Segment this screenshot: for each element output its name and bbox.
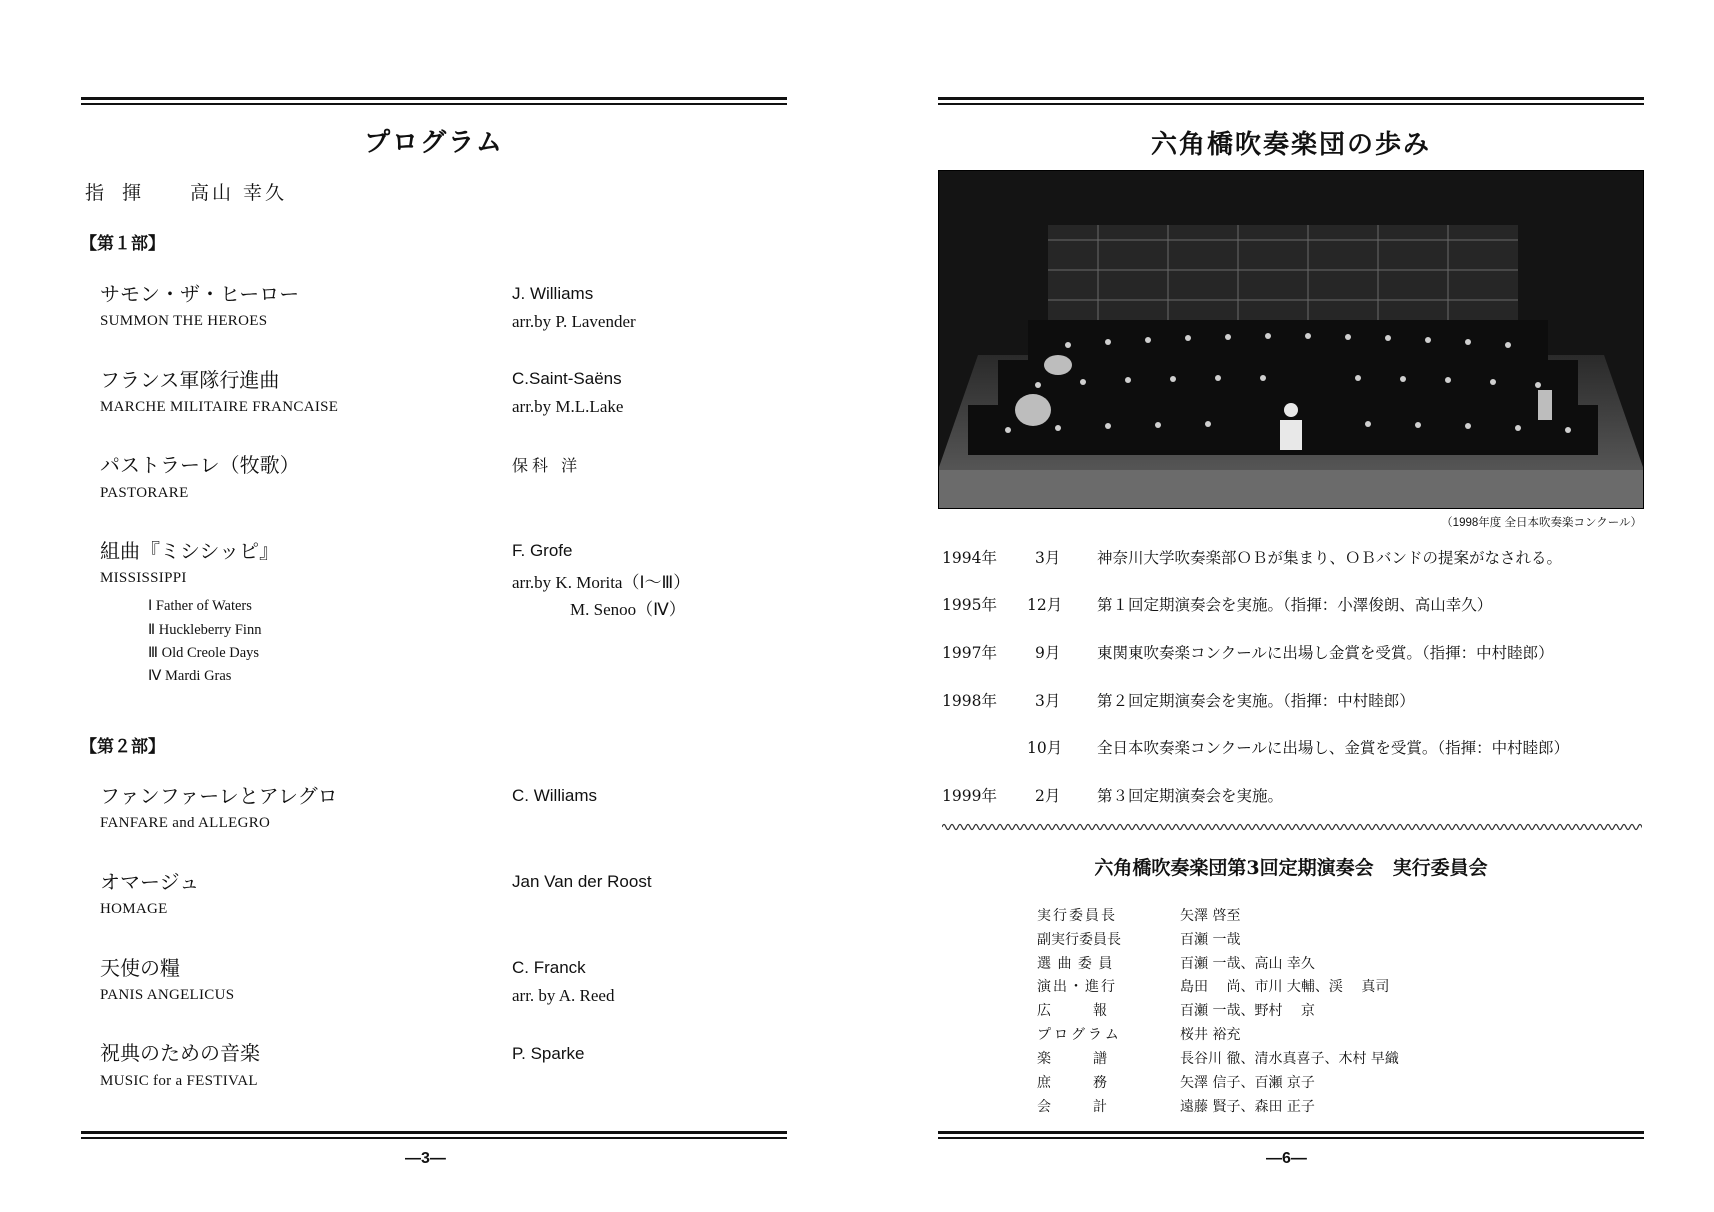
movement-item: Ⅰ Father of Waters (148, 598, 252, 614)
bottom-rule (81, 1131, 787, 1138)
piece-composer: P. Sparke (512, 1044, 585, 1063)
piece-title-en: PASTORARE (100, 485, 189, 501)
piece-title-en: SUMMON THE HEROES (100, 313, 268, 329)
piece-title-jp: ファンファーレとアレグロ (100, 784, 338, 808)
history-month: 10月 (1027, 739, 1063, 757)
piece-title-jp: パストラーレ（牧歌） (100, 453, 300, 477)
piece-composer: Jan Van der Roost (512, 872, 652, 891)
right-page (857, 0, 1714, 1212)
committee-names: 百瀬 一哉、野村 京 (1180, 1003, 1315, 1019)
committee-names: 桜井 裕充 (1180, 1027, 1241, 1043)
committee-role: 会 計 (1037, 1099, 1107, 1115)
piece-title-en: MARCHE MILITAIRE FRANCAISE (100, 399, 339, 415)
history-event: 東関東吹奏楽コンクールに出場し金賞を受賞。（指揮：中村睦郎） (1097, 644, 1554, 662)
history-month: 3月 (1035, 549, 1061, 567)
committee-role: 庶 務 (1037, 1075, 1107, 1091)
piece-title-en: HOMAGE (100, 901, 168, 917)
movement-item: Ⅱ Huckleberry Finn (148, 622, 262, 638)
history-event: 神奈川大学吹奏楽部ＯＢが集まり、ＯＢバンドの提案がなされる。 (1097, 549, 1563, 567)
top-rule (938, 97, 1644, 104)
piece-arranger: arr.by M.L.Lake (512, 397, 624, 416)
piece-title-jp: 天使の糧 (100, 956, 180, 980)
committee-role: 実行委員長 (1037, 908, 1117, 924)
committee-names: 百瀬 一哉、高山 幸久 (1180, 956, 1315, 972)
piece-title-en: MISSISSIPPI (100, 570, 187, 586)
history-year: 1998年 (942, 692, 997, 710)
committee-names: 百瀬 一哉 (1180, 932, 1241, 948)
conductor-name: 高山 幸久 (190, 182, 288, 204)
page-number: —3— (405, 1150, 446, 1167)
page-title: 六角橋吹奏楽団の歩み (1150, 130, 1431, 160)
piece-title-jp: サモン・ザ・ヒーロー (100, 282, 300, 306)
history-event: 第３回定期演奏会を実施。 (1097, 787, 1284, 805)
piece-title-jp: フランス軍隊行進曲 (100, 368, 280, 392)
committee-role: 演出・進行 (1037, 979, 1117, 995)
piece-arranger-2: M. Senoo（Ⅳ） (570, 600, 686, 619)
history-event: 全日本吹奏楽コンクールに出場し、金賞を受賞。（指揮：中村睦郎） (1097, 739, 1570, 757)
movement-item: Ⅳ Mardi Gras (148, 668, 232, 684)
piece-title-jp: オマージュ (100, 870, 200, 894)
history-month: 9月 (1035, 644, 1061, 662)
history-month: 2月 (1035, 787, 1061, 805)
top-rule (81, 97, 787, 104)
piece-title-en: PANIS ANGELICUS (100, 987, 235, 1003)
piece-composer: C. Franck (512, 958, 586, 977)
part1-label: 【第１部】 (80, 234, 165, 254)
piece-composer: 保科 洋 (512, 456, 582, 475)
page-number: —6— (1266, 1150, 1307, 1167)
history-year: 1994年 (942, 549, 997, 567)
bottom-rule (938, 1131, 1644, 1138)
history-month: 3月 (1035, 692, 1061, 710)
history-year: 1995年 (942, 596, 997, 614)
concert-photo (938, 170, 1644, 509)
conductor-label: 指 揮 (85, 182, 148, 204)
history-event: 第１回定期演奏会を実施。（指揮：小澤俊朗、高山幸久） (1097, 596, 1493, 614)
photo-caption: （1998年度 全日本吹奏楽コンクール） (1441, 517, 1642, 529)
piece-title-en: MUSIC for a FESTIVAL (100, 1073, 258, 1089)
piece-composer: J. Williams (512, 284, 594, 303)
committee-role: 副実行委員長 (1037, 932, 1121, 948)
piece-title-jp: 組曲『ミシシッピ』 (100, 539, 280, 563)
piece-composer: C.Saint-Saёns (512, 369, 622, 388)
committee-names: 矢澤 信子、百瀬 京子 (1180, 1075, 1315, 1091)
committee-names: 長谷川 徹、清水真喜子、木村 早織 (1180, 1051, 1399, 1067)
committee-names: 矢澤 啓至 (1180, 908, 1241, 924)
committee-title: 六角橋吹奏楽団第3回定期演奏会 実行委員会 (1094, 857, 1488, 879)
committee-names: 島田 尚、市川 大輔、渓 真司 (1180, 979, 1390, 995)
piece-title-jp: 祝典のための音楽 (100, 1041, 260, 1065)
piece-composer: C. Williams (512, 786, 597, 805)
committee-role: プログラム (1037, 1027, 1122, 1043)
movement-item: Ⅲ Old Creole Days (148, 645, 260, 661)
piece-arranger: arr.by P. Lavender (512, 312, 636, 331)
page-title: プログラム (364, 128, 504, 158)
committee-names: 遠藤 賢子、森田 正子 (1180, 1099, 1315, 1115)
history-year: 1997年 (942, 644, 997, 662)
part2-label: 【第２部】 (80, 737, 165, 757)
committee-role: 広 報 (1037, 1003, 1107, 1019)
history-event: 第２回定期演奏会を実施。（指揮：中村睦郎） (1097, 692, 1415, 710)
concert-photo-drawing (938, 170, 1644, 509)
history-month: 12月 (1027, 596, 1063, 614)
committee-role: 選 曲 委 員 (1037, 956, 1114, 972)
wavy-divider (942, 822, 1642, 832)
piece-arranger: arr.by K. Morita（Ⅰ～Ⅲ） (512, 573, 691, 592)
history-year: 1999年 (942, 787, 997, 805)
piece-title-en: FANFARE and ALLEGRO (100, 815, 271, 831)
committee-role: 楽 譜 (1037, 1051, 1107, 1067)
piece-composer: F. Grofe (512, 541, 573, 560)
piece-arranger: arr. by A. Reed (512, 986, 615, 1005)
